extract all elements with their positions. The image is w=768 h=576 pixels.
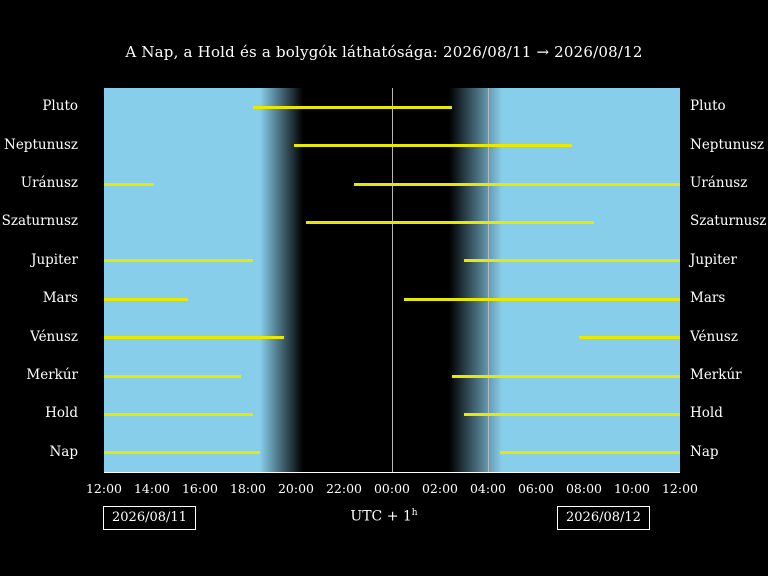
row-label-right-vénusz: Vénusz: [690, 328, 738, 345]
timezone-superscript: h: [411, 508, 418, 518]
row-label-left-hold: Hold: [45, 405, 78, 422]
row-label-left-pluto: Pluto: [42, 98, 78, 115]
visibility-bar: [294, 144, 572, 147]
visibility-plot-area: [104, 88, 680, 472]
visibility-bar: [104, 298, 188, 301]
timezone-text: UTC + 1: [350, 508, 412, 525]
row-label-right-jupiter: Jupiter: [690, 251, 737, 268]
row-label-right-pluto: Pluto: [690, 98, 726, 115]
visibility-bar: [104, 259, 253, 262]
x-tick-label: 08:00: [565, 481, 603, 496]
row-label-right-uránusz: Uránusz: [690, 175, 748, 191]
row-label-right-nap: Nap: [690, 443, 719, 460]
x-tick-label: 10:00: [613, 481, 651, 496]
row-label-right-mars: Mars: [690, 290, 726, 307]
page-title: A Nap, a Hold és a bolygók láthatósága: 2026/08/11 → 2026/08/12: [125, 43, 643, 61]
x-tick-label: 14:00: [133, 481, 171, 496]
x-tick-label: 00:00: [373, 481, 411, 496]
x-tick-label: 04:00: [469, 481, 507, 496]
visibility-bar: [354, 183, 680, 186]
visibility-bar: [579, 336, 680, 339]
x-tick-label: 18:00: [229, 481, 267, 496]
x-tick-label: 12:00: [85, 481, 123, 496]
visibility-bar: [104, 183, 154, 186]
visibility-bar: [500, 451, 680, 454]
row-label-left-szaturnusz: Szaturnusz: [1, 213, 78, 230]
date-label-right: 2026/08/12: [557, 506, 650, 530]
row-label-right-szaturnusz: Szaturnusz: [690, 213, 767, 230]
visibility-bar: [253, 106, 452, 109]
row-label-left-neptunusz: Neptunusz: [4, 136, 78, 153]
row-label-left-uránusz: Uránusz: [20, 175, 78, 191]
row-label-left-jupiter: Jupiter: [31, 251, 78, 268]
x-tick-label: 02:00: [421, 481, 459, 496]
row-label-right-neptunusz: Neptunusz: [690, 136, 764, 153]
x-tick-label: 22:00: [325, 481, 363, 496]
row-label-right-hold: Hold: [690, 405, 723, 422]
visibility-bar: [306, 221, 594, 224]
visibility-bar: [104, 451, 260, 454]
x-tick-label: 06:00: [517, 481, 555, 496]
x-axis-line: [104, 472, 680, 473]
visibility-bar: [464, 413, 680, 416]
visibility-bar: [104, 413, 253, 416]
visibility-bar: [452, 375, 680, 378]
x-tick-label: 12:00: [661, 481, 699, 496]
visibility-bar: [104, 375, 241, 378]
date-label-left: 2026/08/11: [103, 506, 196, 530]
row-label-left-merkúr: Merkúr: [26, 367, 78, 383]
timezone-label: [0, 508, 768, 525]
visibility-bar: [104, 336, 284, 339]
visibility-bar: [404, 298, 680, 301]
x-tick-label: 20:00: [277, 481, 315, 496]
row-label-left-mars: Mars: [42, 290, 78, 307]
row-label-left-vénusz: Vénusz: [30, 328, 78, 345]
visibility-bar: [464, 259, 680, 262]
x-tick-label: 16:00: [181, 481, 219, 496]
row-label-left-nap: Nap: [49, 443, 78, 460]
row-label-right-merkúr: Merkúr: [690, 367, 742, 383]
